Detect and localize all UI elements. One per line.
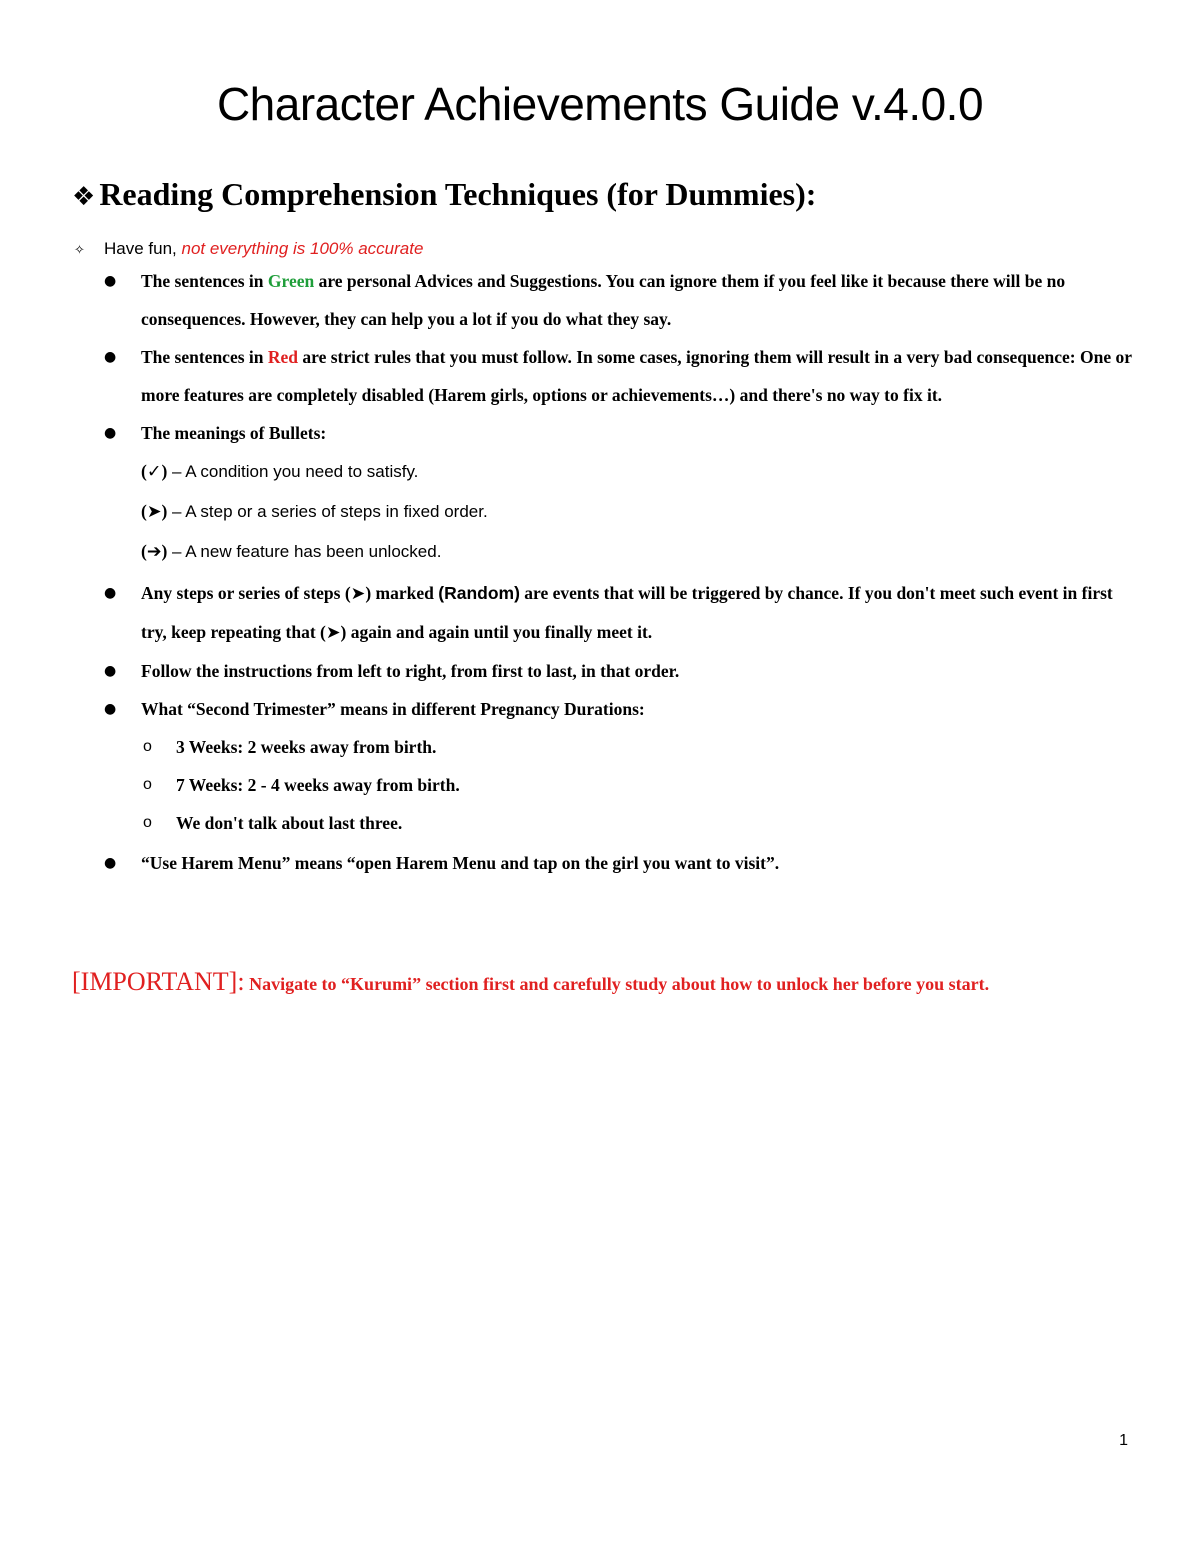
list-item-random: [0, 574, 1200, 652]
order-text: Follow the instructions from left to right, from first to last, in that order.: [141, 661, 680, 681]
red-rule-post: are strict rules that you must follow. In some cases, ignoring them will result in a very bad consequence: One or more features are completely disabled (Harem girls, options or achievements…) and there's no way to fix it.: [141, 347, 1132, 405]
random-mid: ) marked: [365, 583, 439, 603]
list-item-order: [0, 652, 1200, 690]
right-arrow-icon: ➔: [146, 542, 162, 562]
red-rule-pre: The sentences in: [141, 347, 264, 367]
red-word: Red: [267, 347, 299, 367]
random-pre: Any steps or series of steps (: [141, 583, 351, 603]
bullet-icon: ●: [104, 855, 117, 871]
random-post: ) again and again until you finally meet it.: [340, 622, 653, 642]
list-item-harem: [0, 844, 1200, 882]
circle-bullet-icon: o: [143, 776, 152, 793]
harem-text: “Use Harem Menu” means “open Harem Menu and tap on the girl you want to visit”.: [141, 853, 780, 873]
checkmark-icon: ✓: [146, 462, 162, 482]
meaning-step: [141, 492, 1140, 532]
arrowhead-icon: ➤: [146, 502, 162, 522]
paren-close: ): [161, 461, 168, 481]
intro-red-text: not everything is 100% accurate: [181, 239, 424, 258]
sub-list-item: [141, 728, 1140, 766]
circle-bullet-icon: o: [143, 814, 152, 831]
section-heading: [72, 170, 816, 221]
paren-close: ): [161, 501, 168, 521]
bullet-icon: ●: [104, 349, 117, 365]
document-title: Character Achievements Guide v.4.0.0: [216, 78, 984, 130]
green-rule-post: are personal Advices and Suggestions. You can ignore them if you feel like it because there will be no consequences. However, they can help you a lot if you do what they say.: [141, 271, 1066, 329]
paren-open: (: [141, 501, 147, 521]
important-tag: [IMPORTANT]:: [72, 967, 245, 996]
important-text: Navigate to “Kurumi” section first and carefully study about how to unlock her before you start.: [249, 974, 990, 994]
meaning-text: – A condition you need to satisfy.: [167, 462, 419, 481]
circle-bullet-icon: o: [143, 738, 152, 755]
bullet-icon: ●: [104, 663, 117, 679]
arrowhead-icon: ➤: [325, 623, 341, 643]
paren-close: ): [161, 541, 168, 561]
green-word: Green: [267, 271, 315, 291]
page-number: 1: [1119, 1432, 1128, 1449]
sub-list-item: [141, 766, 1140, 804]
meaning-unlock: [141, 532, 1140, 572]
bullet-icon: ●: [104, 425, 117, 441]
meaning-text: – A step or a series of steps in fixed order.: [167, 502, 488, 521]
diamond-bullet-icon: ✧: [74, 243, 85, 258]
section-heading-text: Reading Comprehension Techniques (for Dummies):: [99, 176, 817, 212]
meaning-condition: [141, 452, 1140, 492]
list-item-red-rule: [0, 338, 1200, 414]
arrowhead-icon: ➤: [350, 584, 366, 604]
intro-line: [74, 236, 423, 264]
random-mid2: are events that will be triggered by chance. If you don't meet such event in first try, keep repeating that (: [141, 583, 1113, 642]
bullet-icon: ●: [104, 585, 117, 601]
sub-list-item: [141, 804, 1140, 842]
bullet-icon: ●: [104, 701, 117, 717]
sub-item-text: 7 Weeks: 2 - 4 weeks away from birth.: [176, 775, 460, 795]
important-note: [72, 964, 989, 1002]
rules-list: [0, 262, 1200, 882]
green-rule-pre: The sentences in: [141, 271, 264, 291]
trimester-sublist: [141, 728, 1140, 842]
random-label: (Random): [438, 583, 520, 603]
sub-item-text: 3 Weeks: 2 weeks away from birth.: [176, 737, 437, 757]
meaning-text: – A new feature has been unlocked.: [167, 542, 442, 561]
trimester-label: What “Second Trimester” means in different Pregnancy Durations:: [141, 699, 645, 719]
bullet-icon: ●: [104, 273, 117, 289]
intro-text: Have fun,: [104, 239, 177, 258]
sub-item-text: We don't talk about last three.: [176, 813, 403, 833]
list-item-green-rule: [0, 262, 1200, 338]
diamond-bullet-icon: ❖: [72, 182, 96, 212]
list-item-trimester: [0, 690, 1200, 842]
list-item-bullet-meanings: [0, 414, 1200, 572]
paren-open: (: [141, 461, 147, 481]
paren-open: (: [141, 541, 147, 561]
meanings-label: The meanings of Bullets:: [141, 423, 327, 443]
